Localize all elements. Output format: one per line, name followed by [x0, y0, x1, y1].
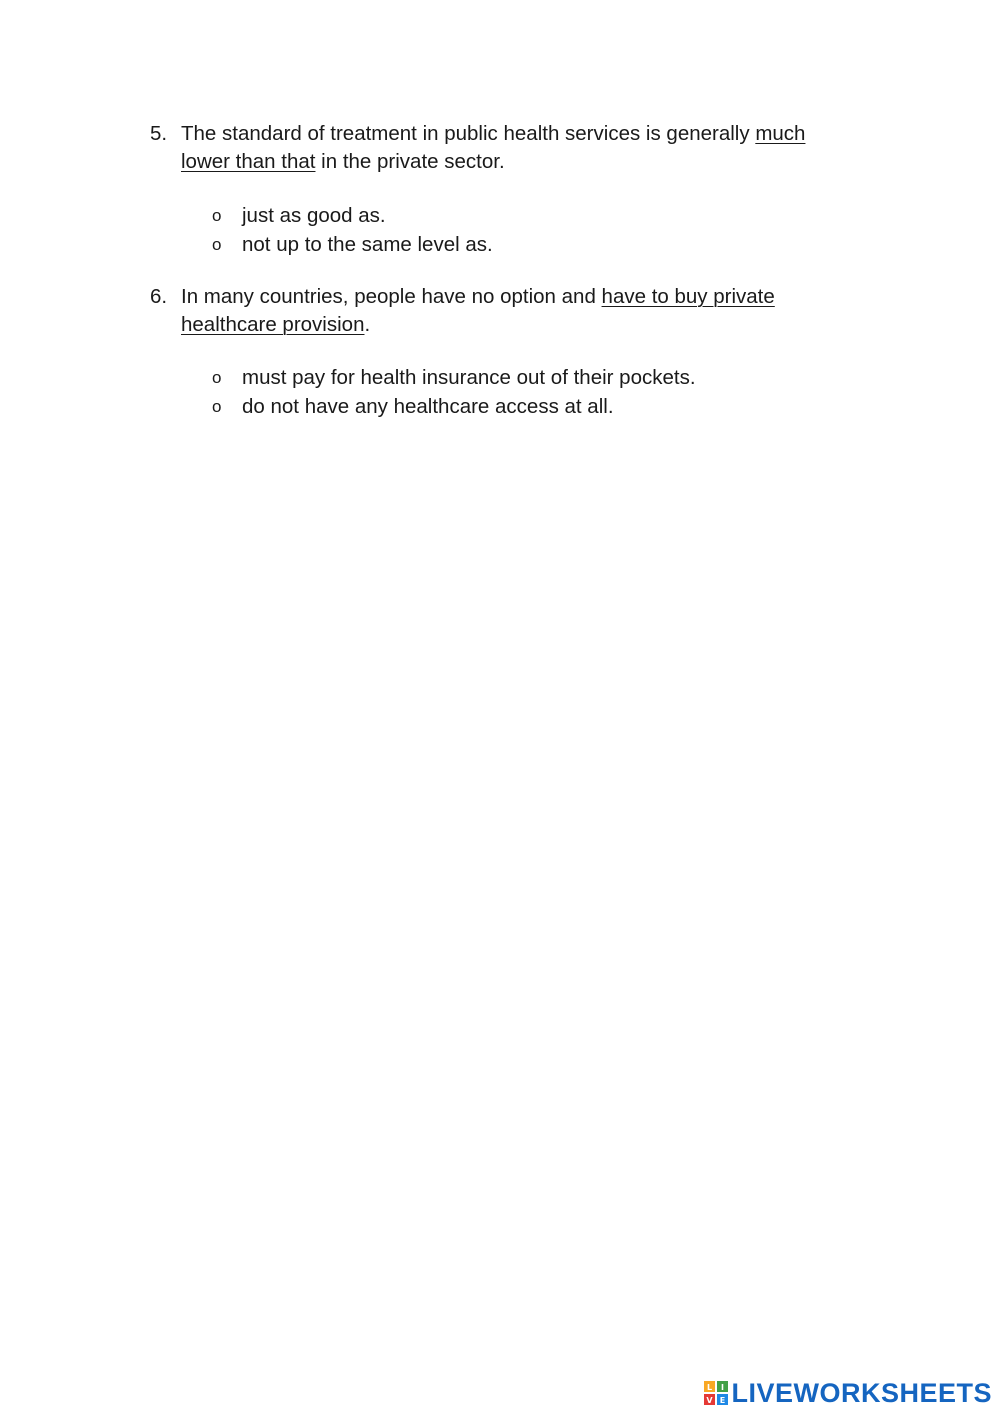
brand-watermark: [704, 1379, 992, 1407]
underlined-phrase: have to buy private healthcare provision: [181, 285, 775, 336]
option-text: just as good as.: [242, 204, 386, 227]
option-bullet-icon: o: [212, 397, 222, 416]
question-6: [150, 283, 850, 339]
question-number: 6.: [150, 285, 168, 308]
brand-name: LIVEWORKSHEETS: [731, 1377, 992, 1408]
question-text: [181, 283, 850, 339]
question-5-options: [212, 201, 493, 259]
option-item[interactable]: [212, 392, 696, 421]
option-text: do not have any healthcare access at all.: [242, 395, 614, 418]
question-text-before: In many countries, people have no option and: [181, 285, 602, 308]
option-bullet-icon: o: [212, 206, 222, 225]
question-6-options: [212, 363, 696, 421]
question-text-before: The standard of treatment in public health services is generally: [181, 122, 756, 145]
question-5: [150, 120, 850, 176]
question-text-after: in the private sector.: [315, 150, 505, 173]
option-item[interactable]: [212, 230, 493, 259]
question-text: [181, 120, 850, 176]
svg-text:E: E: [720, 1396, 726, 1405]
svg-text:L: L: [707, 1383, 713, 1392]
question-text-after: .: [364, 313, 371, 336]
liveworksheets-logo-icon: [704, 1381, 728, 1405]
svg-text:V: V: [706, 1396, 714, 1405]
option-bullet-icon: o: [212, 235, 222, 254]
option-bullet-icon: o: [212, 368, 222, 387]
question-number: 5.: [150, 122, 168, 145]
underlined-phrase: much lower than that: [181, 122, 806, 173]
svg-text:I: I: [721, 1383, 725, 1392]
option-text: must pay for health insurance out of their pockets.: [242, 366, 696, 389]
option-item[interactable]: [212, 363, 696, 392]
option-text: not up to the same level as.: [242, 233, 493, 256]
option-item[interactable]: [212, 201, 493, 230]
